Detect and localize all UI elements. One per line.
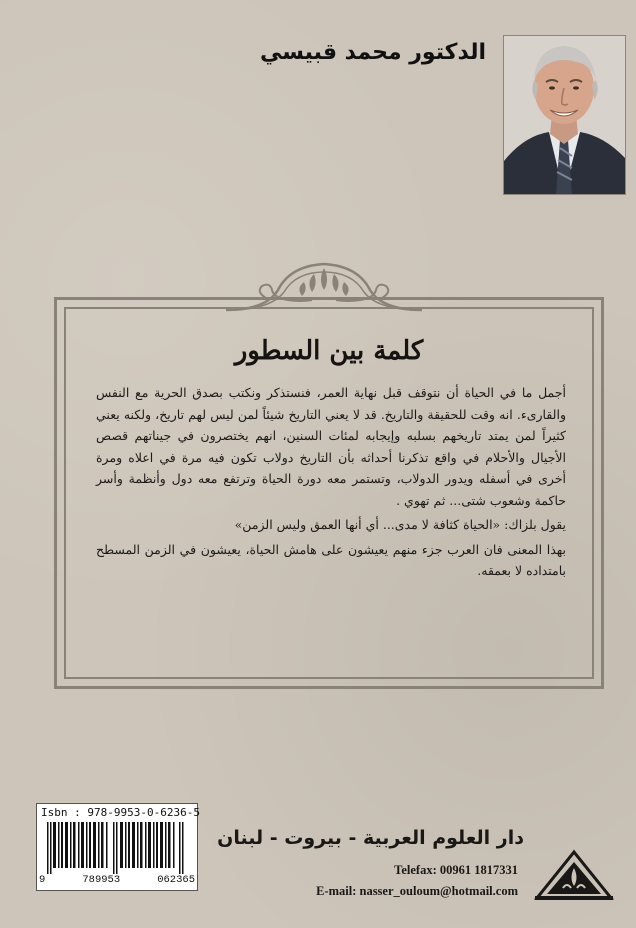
author-portrait <box>503 35 626 195</box>
barcode-digit-group: 9 <box>39 874 46 886</box>
author-name: الدكتور محمد قبيسي <box>259 40 486 65</box>
publisher-email: E-mail: nasser_ouloum@hotmail.com <box>316 884 518 898</box>
barcode-digit-group: 062365 <box>157 874 195 886</box>
paragraph: أجمل ما في الحياة أن نتوقف قبل نهاية العمر، فنستذكر ونكتب بصدق الحرية مع النفس والقارىء. انه وقت للحقيقة والتاريخ. قد لا يعني التاريخ شيئاً لمن ليس لهم تاريخ، ولكنه يعني كثيراً لمن يمتد تاريخهم بسلبه وإيجابه لمئات السنين، انهم يختصرون في جيناتهم قصص الأجيال والأحلام في واقع تذكرنا أحداثه بأن التاريخ دولاب تكون فيه مرة في اعلاه ومرة أخرى في أسفله ويدور الدولاب، وتستمر معه دورة الحياة وترتفع معه دول وأنظمة وأسر حاكمة وشعوب شتى... ثم تهوي . <box>96 385 566 508</box>
isbn-value: 978-9953-0-6236-5 <box>87 806 200 819</box>
quote-paragraph: يقول بلزاك: «الحياة كثافة لا مدى... أي أنها العمق وليس الزمن» <box>234 517 566 532</box>
publisher-name: دار العلوم العربية - بيروت - لبنان <box>217 827 524 849</box>
box-title: كلمة بين السطور <box>234 336 424 366</box>
isbn-barcode <box>36 803 198 891</box>
isbn-label: Isbn : <box>41 806 81 819</box>
publisher-logo-icon <box>533 848 615 902</box>
publisher-telefax: Telefax: 00961 1817331 <box>394 863 518 877</box>
barcode-digit-group: 789953 <box>82 874 121 886</box>
box-body <box>96 382 566 585</box>
publisher-contact <box>218 860 518 902</box>
barcode-digits <box>39 874 195 886</box>
barcode-icon <box>47 822 187 874</box>
isbn-text <box>41 806 200 819</box>
paragraph: بهذا المعنى فان العرب جزء منهم يعيشون على هامش الحياة، يعيشون في الزمن المسطح بامتداده لا بعمقه. <box>96 541 566 578</box>
